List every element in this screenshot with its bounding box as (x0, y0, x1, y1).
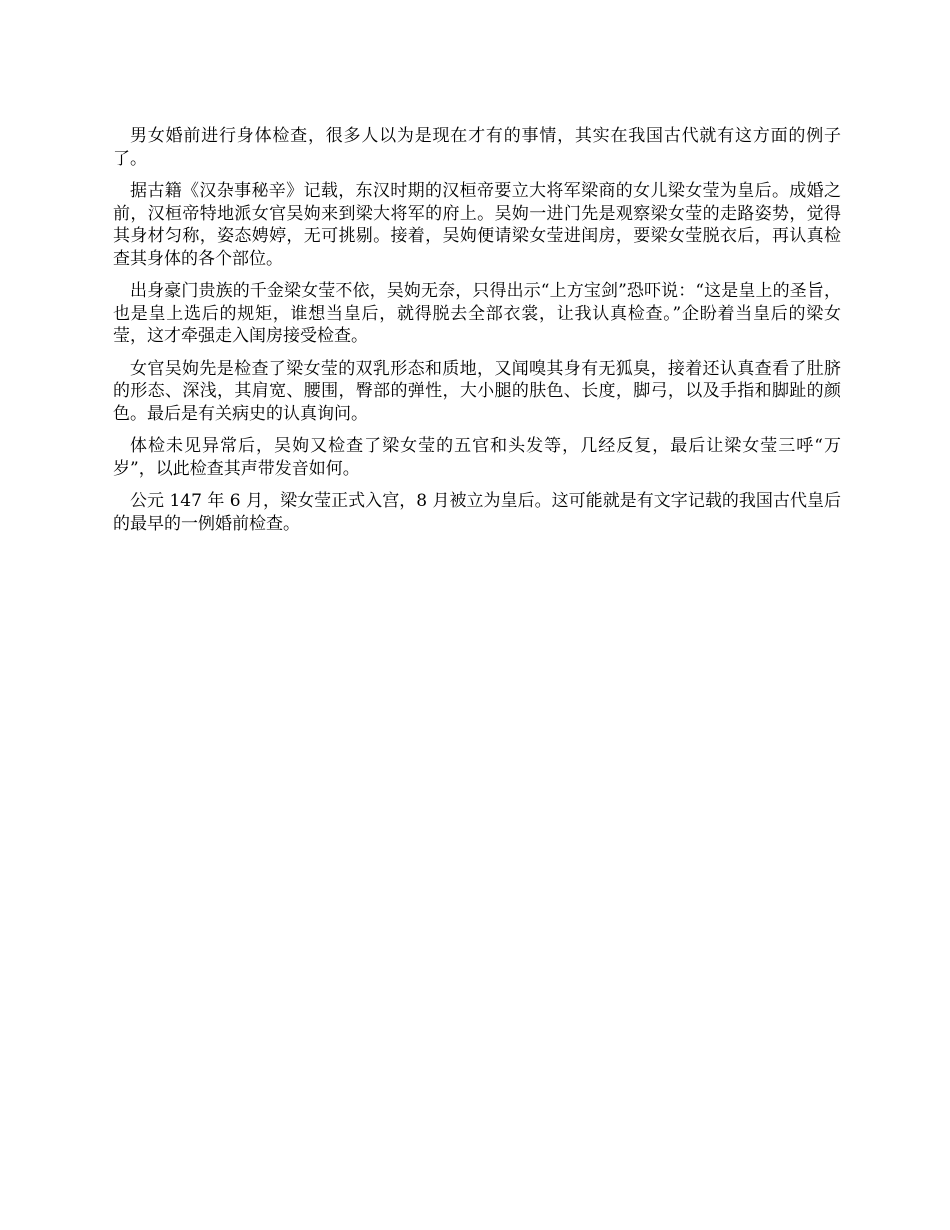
paragraph-1: 男女婚前进行身体检查，很多人以为是现在才有的事情，其实在我国古代就有这方面的例子了。 (113, 126, 841, 169)
paragraph-5: 体检未见异常后，吴姁又检查了梁女莹的五官和头发等，几经反复，最后让梁女莹三呼“万岁”，以此检查其声带发音如何。 (113, 436, 841, 479)
document-body (113, 125, 841, 545)
paragraph-4: 女官吴姁先是检查了梁女莹的双乳形态和质地，又闻嗅其身有无狐臭，接着还认真查看了肚脐的形态、深浅，其肩宽、腰围，臀部的弹性，大小腿的肤色、长度，脚弓，以及手指和脚趾的颜色。最后是有关病史的认真询问。 (113, 358, 841, 424)
paragraph-3: 出身豪门贵族的千金梁女莹不依，吴姁无奈，只得出示“上方宝剑”恐吓说：“这是皇上的圣旨，也是皇上选后的规矩，谁想当皇后，就得脱去全部衣裳，让我认真检查。”企盼着当皇后的梁女莹，这才牵强走入闺房接受检查。 (113, 281, 841, 346)
paragraph-2: 据古籍《汉杂事秘辛》记载，东汉时期的汉桓帝要立大将军梁商的女儿梁女莹为皇后。成婚之前，汉桓帝特地派女官吴姁来到梁大将军的府上。吴姁一进门先是观察梁女莹的走路姿势，觉得其身材匀称，姿态娉婷，无可挑剔。接着，吴姁便请梁女莹进闺房，要梁女莹脱衣后，再认真检查其身体的各个部位。 (113, 181, 841, 269)
paragraph-6: 公元 147 年 6 月，梁女莹正式入宫，8 月被立为皇后。这可能就是有文字记载的我国古代皇后的最早的一例婚前检查。 (113, 491, 841, 534)
